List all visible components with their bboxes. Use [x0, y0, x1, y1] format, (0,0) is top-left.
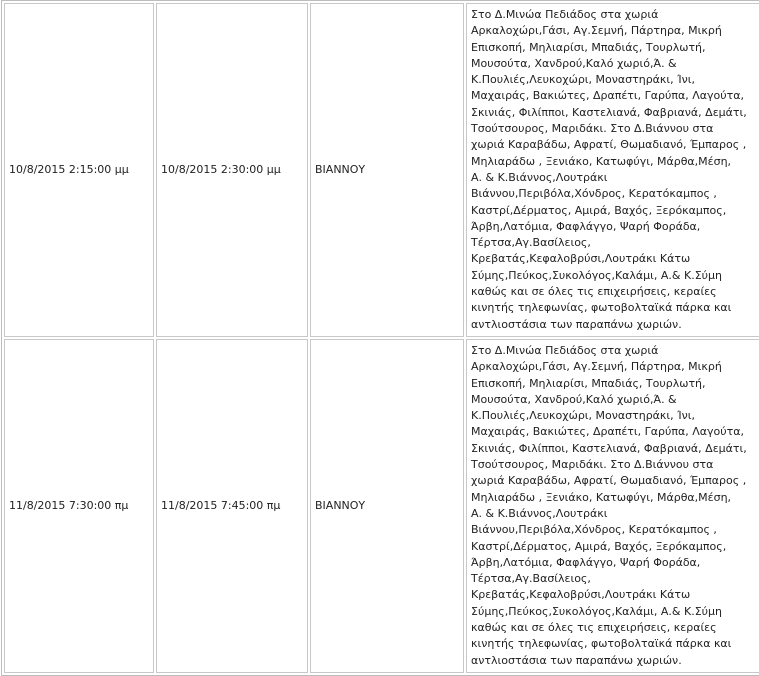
area-line: Άρβη,Λατόμια, Φαφλάγγο, Ψαρή Φοράδα, [471, 219, 701, 233]
area-line: Καστρί,Δέρματος, Αμιρά, Βαχός, Ξερόκαμπος, [471, 539, 727, 553]
area-line: Βιάννου,Περιβόλα,Χόνδρος, Κερατόκαμπος , [471, 187, 717, 201]
area-line: κινητής τηλεφωνίας, φωτοβολταϊκά πάρκα και [471, 301, 732, 315]
table-row [4, 3, 759, 337]
area-line: Καστρί,Δέρματος, Αμιρά, Βαχός, Ξερόκαμπος, [471, 203, 727, 217]
municipality-cell: ΒΙΑΝΝΟΥ [310, 3, 464, 337]
area-line: Μαχαιράς, Βακιώτες, Δραπέτι, Γαρύπα, Λαγούτα, [471, 425, 744, 439]
affected-areas-cell [466, 339, 759, 673]
area-line: καθώς και σε όλες τις επιχειρήσεις, κεραίες [471, 620, 717, 634]
area-line: Σκινιάς, Φιλίπποι, Καστελιανά, Φαβριανά, Δεμάτι, [471, 441, 747, 455]
area-line: χωριά Καραβάδω, Αφρατί, Θωμαδιανό, Έμπαρος , [471, 474, 747, 488]
area-line: Τέρτσα,Αγ.Βασίλειος, [471, 572, 591, 586]
area-line: χωριά Καραβάδω, Αφρατί, Θωμαδιανό, Έμπαρος , [471, 138, 747, 152]
area-line: Μουσούτα, Χανδρού,Καλό χωριό,Ά. & [471, 392, 677, 406]
table-row [4, 339, 759, 673]
area-line: Κ.Πουλιές,Λευκοχώρι, Μοναστηράκι, Ίνι, [471, 73, 695, 87]
area-line: Α. & Κ.Βιάννος,Λουτράκι [471, 506, 608, 520]
area-line: Βιάννου,Περιβόλα,Χόνδρος, Κερατόκαμπος , [471, 523, 717, 537]
area-line: Σύμης,Πεύκος,Συκολόγος,Καλάμι, Α.& Κ.Σύμη [471, 268, 722, 282]
area-line: Στο Δ.Μινώα Πεδιάδος στα χωριά [471, 343, 659, 357]
area-line: Στο Δ.Μινώα Πεδιάδος στα χωριά [471, 8, 659, 21]
area-line: Μηλιαράδω , Ξενιάκο, Κατωφύγι, Μάρθα,Μέση, [471, 154, 732, 168]
area-line: Άρβη,Λατόμια, Φαφλάγγο, Ψαρή Φοράδα, [471, 555, 701, 569]
area-line: Επισκοπή, Μηλιαρίσι, Μπαδιάς, Τουρλωτή, [471, 376, 706, 390]
area-line: Κρεβατάς,Κεφαλοβρύσι,Λουτράκι Κάτω [471, 252, 691, 266]
area-line: Μουσούτα, Χανδρού,Καλό χωριό,Ά. & [471, 56, 677, 70]
area-line: Τέρτσα,Αγ.Βασίλειος, [471, 236, 591, 250]
municipality-cell: ΒΙΑΝΝΟΥ [310, 339, 464, 673]
area-line: αντλιοστάσια των παραπάνω χωριών. [471, 653, 682, 667]
area-line: Σκινιάς, Φιλίπποι, Καστελιανά, Φαβριανά, Δεμάτι, [471, 105, 747, 119]
area-line: Μηλιαράδω , Ξενιάκο, Κατωφύγι, Μάρθα,Μέση, [471, 490, 732, 504]
area-line: Αρκαλοχώρι,Γάσι, Αγ.Σεμνή, Πάρτηρα, Μικρή [471, 360, 722, 374]
start-time-cell: 11/8/2015 7:30:00 πμ [4, 339, 154, 673]
area-line: Α. & Κ.Βιάννος,Λουτράκι [471, 170, 608, 184]
area-line: καθώς και σε όλες τις επιχειρήσεις, κεραίες [471, 285, 717, 299]
end-time-cell: 10/8/2015 2:30:00 μμ [156, 3, 308, 337]
area-line: κινητής τηλεφωνίας, φωτοβολταϊκά πάρκα και [471, 637, 732, 651]
area-line: Τσούτσουρος, Μαριδάκι. Στο Δ.Βιάννου στα [471, 458, 714, 472]
area-line: Τσούτσουρος, Μαριδάκι. Στο Δ.Βιάννου στα [471, 122, 714, 136]
area-line: Επισκοπή, Μηλιαρίσι, Μπαδιάς, Τουρλωτή, [471, 40, 706, 54]
start-time-cell: 10/8/2015 2:15:00 μμ [4, 3, 154, 337]
area-line: Μαχαιράς, Βακιώτες, Δραπέτι, Γαρύπα, Λαγούτα, [471, 89, 744, 103]
area-line: Αρκαλοχώρι,Γάσι, Αγ.Σεμνή, Πάρτηρα, Μικρή [471, 24, 722, 38]
outage-table [1, 0, 759, 676]
area-line: Σύμης,Πεύκος,Συκολόγος,Καλάμι, Α.& Κ.Σύμη [471, 604, 722, 618]
affected-areas-cell [466, 3, 759, 337]
area-line: Κ.Πουλιές,Λευκοχώρι, Μοναστηράκι, Ίνι, [471, 409, 695, 423]
area-line: αντλιοστάσια των παραπάνω χωριών. [471, 317, 682, 331]
area-line: Κρεβατάς,Κεφαλοβρύσι,Λουτράκι Κάτω [471, 588, 691, 602]
end-time-cell: 11/8/2015 7:45:00 πμ [156, 339, 308, 673]
